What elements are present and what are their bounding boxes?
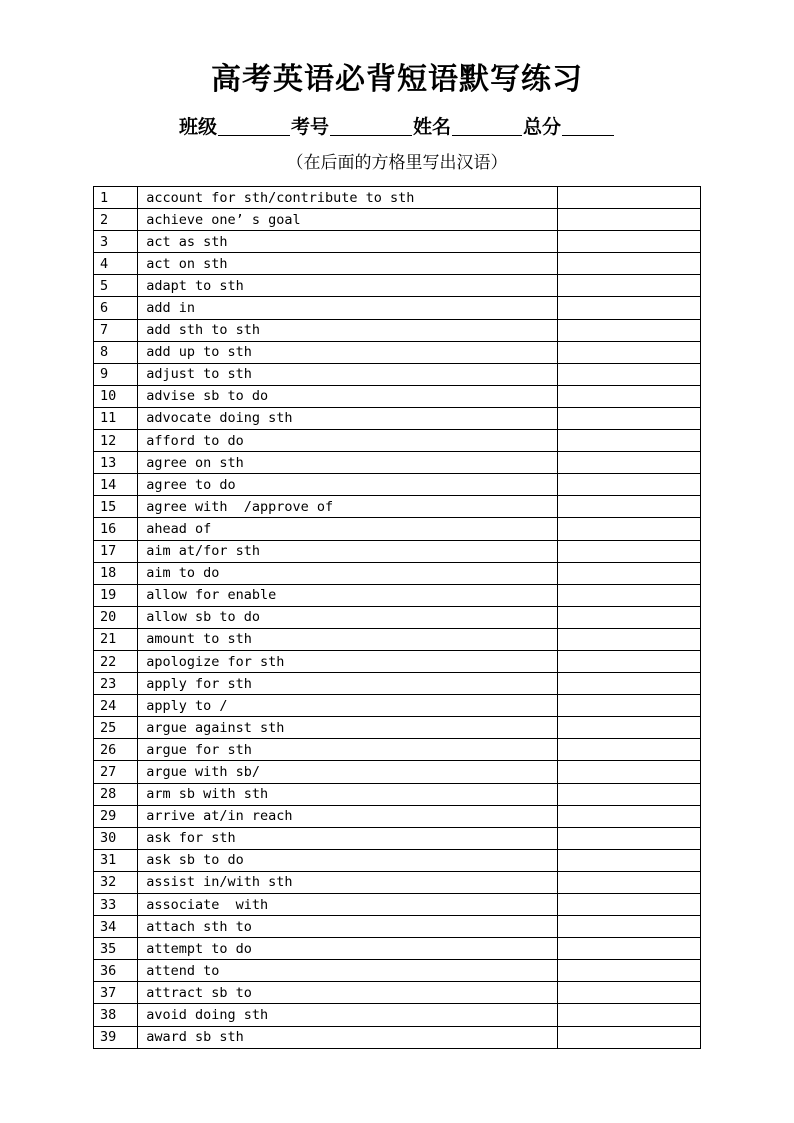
class-label: 班级: [178, 116, 217, 138]
phrase-cell: arm sb with sth: [138, 783, 558, 805]
table-row: [94, 363, 701, 385]
row-number: 28: [94, 783, 138, 805]
answer-cell[interactable]: [558, 540, 701, 562]
phrase-cell: avoid doing sth: [138, 1004, 558, 1026]
phrase-cell: aim at/for sth: [138, 540, 558, 562]
answer-cell[interactable]: [558, 297, 701, 319]
phrase-cell: ask sb to do: [138, 849, 558, 871]
table-row: [94, 209, 701, 231]
answer-cell[interactable]: [558, 982, 701, 1004]
phrase-cell: award sb sth: [138, 1026, 558, 1048]
table-row: [94, 452, 701, 474]
row-number: 3: [94, 231, 138, 253]
table-row: [94, 540, 701, 562]
phrase-cell: apologize for sth: [138, 650, 558, 672]
answer-cell[interactable]: [558, 628, 701, 650]
table-row: [94, 783, 701, 805]
table-row: [94, 187, 701, 209]
row-number: 5: [94, 275, 138, 297]
phrase-cell: allow sb to do: [138, 606, 558, 628]
row-number: 34: [94, 916, 138, 938]
row-number: 33: [94, 894, 138, 916]
answer-cell[interactable]: [558, 606, 701, 628]
table-row: [94, 430, 701, 452]
score-field[interactable]: [562, 113, 614, 136]
row-number: 24: [94, 695, 138, 717]
answer-cell[interactable]: [558, 407, 701, 429]
phrase-cell: act as sth: [138, 231, 558, 253]
table-row: [94, 518, 701, 540]
table-row: [94, 628, 701, 650]
row-number: 27: [94, 761, 138, 783]
phrase-cell: argue against sth: [138, 717, 558, 739]
answer-cell[interactable]: [558, 518, 701, 540]
phrase-cell: add in: [138, 297, 558, 319]
phrase-cell: agree to do: [138, 474, 558, 496]
phrase-cell: aim to do: [138, 562, 558, 584]
answer-cell[interactable]: [558, 827, 701, 849]
row-number: 30: [94, 827, 138, 849]
phrase-cell: advise sb to do: [138, 385, 558, 407]
table-row: [94, 673, 701, 695]
row-number: 39: [94, 1026, 138, 1048]
row-number: 15: [94, 496, 138, 518]
phrase-cell: agree with /approve of: [138, 496, 558, 518]
table-row: [94, 938, 701, 960]
answer-cell[interactable]: [558, 341, 701, 363]
row-number: 17: [94, 540, 138, 562]
class-field[interactable]: [218, 113, 290, 136]
row-number: 21: [94, 628, 138, 650]
row-number: 37: [94, 982, 138, 1004]
answer-cell[interactable]: [558, 385, 701, 407]
table-row: [94, 871, 701, 893]
phrase-cell: attract sb to: [138, 982, 558, 1004]
row-number: 9: [94, 363, 138, 385]
table-row: [94, 407, 701, 429]
table-row: [94, 982, 701, 1004]
table-row: [94, 385, 701, 407]
score-label: 总分: [523, 116, 562, 138]
row-number: 36: [94, 960, 138, 982]
row-number: 32: [94, 871, 138, 893]
answer-cell[interactable]: [558, 209, 701, 231]
row-number: 12: [94, 430, 138, 452]
answer-cell[interactable]: [558, 275, 701, 297]
row-number: 26: [94, 739, 138, 761]
name-field[interactable]: [452, 113, 522, 136]
phrase-cell: ahead of: [138, 518, 558, 540]
phrase-cell: afford to do: [138, 430, 558, 452]
table-row: [94, 231, 701, 253]
phrase-cell: agree on sth: [138, 452, 558, 474]
phrase-cell: achieve one’ s goal: [138, 209, 558, 231]
phrase-cell: add up to sth: [138, 341, 558, 363]
row-number: 22: [94, 650, 138, 672]
phrase-cell: allow for enable: [138, 584, 558, 606]
phrase-cell: amount to sth: [138, 628, 558, 650]
student-info-line: [0, 110, 794, 140]
phrase-cell: advocate doing sth: [138, 407, 558, 429]
phrase-cell: ask for sth: [138, 827, 558, 849]
answer-cell[interactable]: [558, 319, 701, 341]
row-number: 6: [94, 297, 138, 319]
table-row: [94, 916, 701, 938]
answer-cell[interactable]: [558, 960, 701, 982]
row-number: 8: [94, 341, 138, 363]
table-row: [94, 253, 701, 275]
answer-cell[interactable]: [558, 430, 701, 452]
answer-cell[interactable]: [558, 894, 701, 916]
exam-number-field[interactable]: [330, 113, 412, 136]
row-number: 25: [94, 717, 138, 739]
answer-cell[interactable]: [558, 562, 701, 584]
table-row: [94, 960, 701, 982]
page-title: 高考英语必背短语默写练习: [211, 62, 583, 97]
answer-cell[interactable]: [558, 938, 701, 960]
answer-cell[interactable]: [558, 253, 701, 275]
row-number: 14: [94, 474, 138, 496]
phrase-cell: attach sth to: [138, 916, 558, 938]
phrase-cell: argue with sb/: [138, 761, 558, 783]
instruction-text: （在后面的方格里写出汉语）: [286, 153, 508, 173]
answer-cell[interactable]: [558, 916, 701, 938]
row-number: 7: [94, 319, 138, 341]
row-number: 10: [94, 385, 138, 407]
phrase-cell: adjust to sth: [138, 363, 558, 385]
phrase-cell: attempt to do: [138, 938, 558, 960]
answer-cell[interactable]: [558, 805, 701, 827]
answer-cell[interactable]: [558, 1004, 701, 1026]
table-row: [94, 894, 701, 916]
answer-cell[interactable]: [558, 761, 701, 783]
phrase-cell: associate with: [138, 894, 558, 916]
answer-cell[interactable]: [558, 717, 701, 739]
answer-cell[interactable]: [558, 783, 701, 805]
answer-cell[interactable]: [558, 673, 701, 695]
table-row: [94, 496, 701, 518]
table-row: [94, 1026, 701, 1048]
exam-number-label: 考号: [290, 116, 329, 138]
phrase-cell: apply to /: [138, 695, 558, 717]
answer-cell[interactable]: [558, 231, 701, 253]
row-number: 20: [94, 606, 138, 628]
answer-cell[interactable]: [558, 452, 701, 474]
row-number: 11: [94, 407, 138, 429]
row-number: 1: [94, 187, 138, 209]
row-number: 35: [94, 938, 138, 960]
table-row: [94, 739, 701, 761]
table-row: [94, 650, 701, 672]
phrase-cell: adapt to sth: [138, 275, 558, 297]
answer-cell[interactable]: [558, 849, 701, 871]
row-number: 38: [94, 1004, 138, 1026]
row-number: 31: [94, 849, 138, 871]
answer-cell[interactable]: [558, 871, 701, 893]
table-row: [94, 341, 701, 363]
table-row: [94, 717, 701, 739]
table-row: [94, 297, 701, 319]
table-row: [94, 584, 701, 606]
answer-cell[interactable]: [558, 584, 701, 606]
phrase-cell: act on sth: [138, 253, 558, 275]
answer-cell[interactable]: [558, 1026, 701, 1048]
name-label: 姓名: [413, 116, 452, 138]
table-row: [94, 827, 701, 849]
answer-cell[interactable]: [558, 695, 701, 717]
table-row: [94, 1004, 701, 1026]
table-row: [94, 761, 701, 783]
row-number: 2: [94, 209, 138, 231]
answer-cell[interactable]: [558, 496, 701, 518]
row-number: 4: [94, 253, 138, 275]
phrase-cell: assist in/with sth: [138, 871, 558, 893]
answer-cell[interactable]: [558, 363, 701, 385]
table-row: [94, 849, 701, 871]
row-number: 23: [94, 673, 138, 695]
table-row: [94, 562, 701, 584]
row-number: 18: [94, 562, 138, 584]
row-number: 29: [94, 805, 138, 827]
phrase-cell: account for sth/contribute to sth: [138, 187, 558, 209]
answer-cell[interactable]: [558, 650, 701, 672]
table-row: [94, 319, 701, 341]
answer-cell[interactable]: [558, 739, 701, 761]
table-row: [94, 275, 701, 297]
table-row: [94, 606, 701, 628]
row-number: 13: [94, 452, 138, 474]
table-row: [94, 695, 701, 717]
table-row: [94, 805, 701, 827]
answer-cell[interactable]: [558, 187, 701, 209]
row-number: 16: [94, 518, 138, 540]
phrase-cell: argue for sth: [138, 739, 558, 761]
phrase-cell: add sth to sth: [138, 319, 558, 341]
answer-cell[interactable]: [558, 474, 701, 496]
phrase-cell: apply for sth: [138, 673, 558, 695]
row-number: 19: [94, 584, 138, 606]
phrase-cell: attend to: [138, 960, 558, 982]
phrase-cell: arrive at/in reach: [138, 805, 558, 827]
phrase-table: [93, 186, 701, 1049]
table-row: [94, 474, 701, 496]
